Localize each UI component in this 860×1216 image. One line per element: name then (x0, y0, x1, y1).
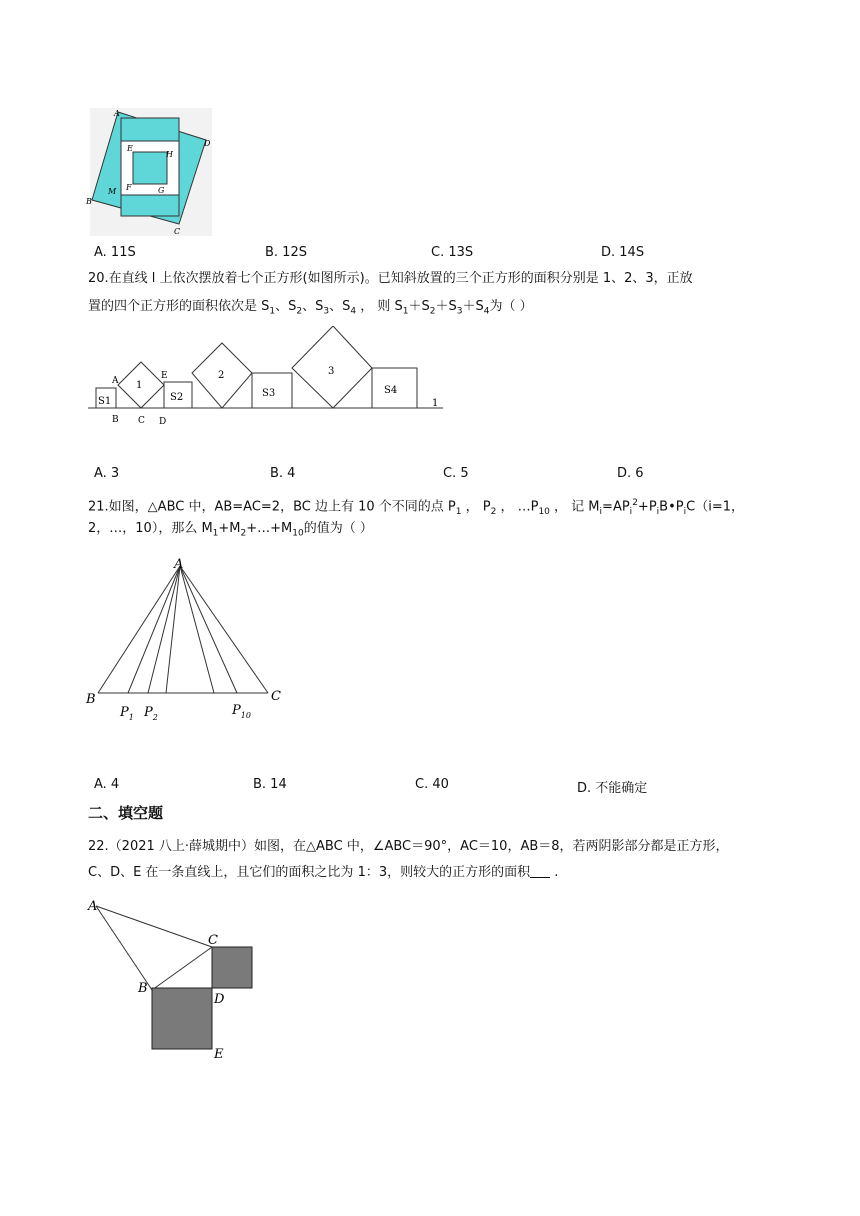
q20-stem-line2: 置的四个正方形的面积依次是 $S_1$、$S_2$、$S_3$、$S_4$ ， 则 $S_1+S_2+S_3+S_4$为（ ） (88, 299, 533, 317)
q20-label-s4: S4 (384, 385, 398, 396)
q20-label-b: B (112, 415, 119, 425)
q20-label-s2: S2 (170, 392, 184, 403)
q22-large-square (152, 988, 212, 1049)
q20-label-two: 2 (218, 370, 225, 381)
q19-option-d[interactable]: D. 14S (601, 245, 645, 260)
q20-label-l: 1 (432, 398, 439, 409)
q20-option-a[interactable]: A. 3 (94, 466, 120, 481)
section-title-fill-in: 二、填空题 (88, 804, 164, 822)
q22-stem-line2: C、D、E 在一条直线上，且它们的面积之比为 1：3，则较大的正方形的面积 . (88, 865, 559, 880)
q19-label-m: M (108, 187, 117, 196)
q22-answer-blank[interactable] (530, 865, 550, 878)
q21-label-p1: $P_1$ (120, 705, 134, 722)
q22-small-square (212, 947, 252, 988)
q21-segment-p2 (148, 566, 180, 693)
q21-stem-line2: 2，…，10），那么 $M_1+M_2+\dots+M_{10}$的值为（ ） (88, 521, 373, 539)
q22-label-a: A (88, 899, 98, 914)
q22-side-bc (152, 947, 212, 990)
q20-label-s1: S1 (98, 396, 112, 407)
q20-label-three: 3 (328, 366, 335, 377)
q21-label-p2: $P_2$ (144, 705, 158, 722)
q20-label-d: D (159, 417, 167, 427)
q20-option-b[interactable]: B. 4 (270, 466, 296, 481)
q20-label-one: 1 (136, 380, 143, 391)
q22-label-d: D (214, 992, 225, 1007)
q21-option-b[interactable]: B. 14 (253, 777, 287, 792)
q19-label-d: D (204, 139, 211, 148)
q19-label-e: E (127, 144, 133, 153)
q20-label-s3: S3 (262, 388, 276, 399)
q20-option-d[interactable]: D. 6 (617, 466, 644, 481)
q22-label-e: E (214, 1047, 224, 1062)
q21-label-p10: $P_{10}$ (232, 703, 251, 720)
q21-label-a: A (174, 557, 184, 572)
q20-label-a: A (112, 376, 119, 386)
q21-label-c: C (271, 689, 281, 704)
q19-label-g: G (158, 186, 165, 195)
q21-segment-p1 (128, 566, 180, 693)
q21-side-ac (180, 566, 268, 693)
q20-label-e: E (161, 371, 168, 381)
q20-stem-line1: 20.在直线 l 上依次摆放着七个正方形(如图所示)。已知斜放置的三个正方形的面积分别是 1、2、3，正放 (88, 271, 693, 286)
q19-label-c: C (174, 227, 181, 236)
q19-label-b: B (86, 197, 92, 206)
q21-option-d[interactable]: D. 不能确定 (577, 781, 648, 796)
q19-label-h: H (166, 150, 173, 159)
q19-option-a[interactable]: A. 11S (94, 245, 136, 260)
q22-side-ac (96, 906, 212, 947)
q22-stem-line1: 22.（2021 八上·薛城期中）如图，在△ABC 中，∠ABC＝90°，AC＝10，AB＝8，若两阴影部分都是正方形， (88, 839, 729, 854)
q20-label-c: C (138, 416, 145, 426)
q21-label-b: B (86, 692, 96, 707)
q22-label-c: C (208, 933, 218, 948)
q20-figure (88, 326, 450, 430)
q22-label-b: B (138, 981, 148, 996)
q19-label-f: F (126, 183, 132, 192)
q22-side-ab (96, 906, 152, 990)
q20-option-c[interactable]: C. 5 (443, 466, 469, 481)
q19-option-c[interactable]: C. 13S (431, 245, 474, 260)
q19-label-a: A (114, 109, 120, 118)
q21-option-a[interactable]: A. 4 (94, 777, 120, 792)
q21-figure (84, 554, 294, 726)
q19-inner-square (133, 152, 167, 184)
q21-option-c[interactable]: C. 40 (415, 777, 449, 792)
q19-figure (84, 104, 214, 236)
q19-option-b[interactable]: B. 12S (265, 245, 307, 260)
q21-stem-line1: 21.如图，△ABC 中，AB=AC=2，BC 边上有 10 个不同的点 $P_1$ ， $P_2$ ， $\dots P_{10}$ ， 记 $M_i=AP_i^2+P_iB•P_iC(i=1$， (88, 498, 744, 517)
q22-figure (84, 894, 264, 1062)
